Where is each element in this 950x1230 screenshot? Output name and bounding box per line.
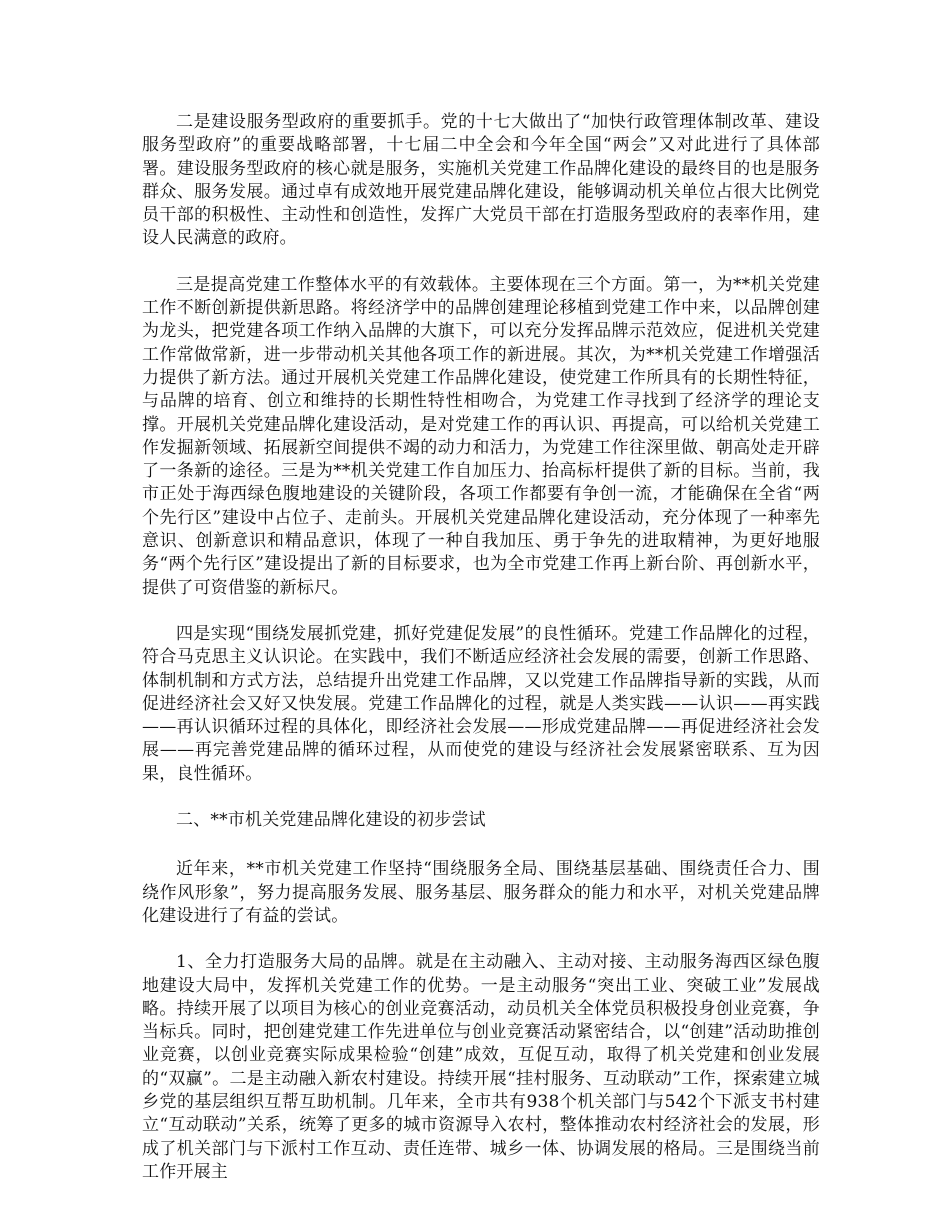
- paragraph-service-brand: 1、全力打造服务大局的品牌。就是在主动融入、主动对接、主动服务海西区绿色腹地建设大局中，发挥机关党建工作的优势。一是主动服务“突出工业、突破工业”发展战略。持续开展了以项目为核心的创业竞赛活动，动员机关全体党员积极投身创业竞赛，争当标兵。同时，把创建党建工作先进单位与创业竞赛活动紧密结合，以“创建”活动助推创业竞赛，以创业竞赛实际成果检验“创建”成效，互促互动，取得了机关党建和创业发展的“双赢”。二是主动融入新农村建设。持续开展“挂村服务、互动联动”工作，探索建立城乡党的基层组织互帮互助机制。几年来，全市共有938个机关部门与542个下派支书村建立“互动联动”关系，统筹了更多的城市资源导入农村，整体推动农村经济社会的发展，形成了机关部门与下派村工作互动、责任连带、城乡一体、协调发展的格局。三是围绕当前工作开展主: [142, 952, 821, 1182]
- document-body: [142, 111, 820, 1207]
- paragraph-recent-years: 近年来，**市机关党建工作坚持“围绕服务全局、围绕基层基础、围绕责任合力、围绕作风形象”，努力提高服务发展、服务基层、服务群众的能力和水平，对机关党建品牌化建设进行了有益的尝试。: [142, 859, 820, 926]
- paragraph-service-government: 二是建设服务型政府的重要抓手。党的十七大做出了“加快行政管理体制改革、建设服务型政府”的重要战略部署，十七届二中全会和今年全国“两会”又对此进行了具体部署。建设服务型政府的核心就是服务，实施机关党建工作品牌化建设的最终目的也是服务群众、服务发展。通过卓有成效地开展党建品牌化建设，能够调动机关单位占很大比例党员干部的积极性、主动性和创造性，发挥广大党员干部在打造服务型政府的表率作用，建设人民满意的政府。: [142, 112, 820, 249]
- paragraph-virtuous-cycle: 四是实现“围绕发展抓党建，抓好党建促发展”的良性循环。党建工作品牌化的过程，符合马克思主义认识论。在实践中，我们不断适应经济社会发展的需要，创新工作思路、体制机制和方式方法，总结提升出党建工作品牌，又以党建工作品牌指导新的实践，从而促进经济社会又好又快发展。党建工作品牌化的过程，就是人类实践——认识——再实践——再认识循环过程的具体化，即经济社会发展——形成党建品牌——再促进经济社会发展——再完善党建品牌的循环过程，从而使党的建设与经济社会发展紧密联系、互为因果，良性循环。: [142, 623, 820, 784]
- section-heading: 二、**市机关党建品牌化建设的初步尝试: [176, 810, 486, 831]
- paragraph-party-building-level: 三是提高党建工作整体水平的有效载体。主要体现在三个方面。第一，为**机关党建工作不断创新提供新思路。将经济学中的品牌创建理论移植到党建工作中来，以品牌创建为龙头，把党建各项工作纳入品牌的大旗下，可以充分发挥品牌示范效应，促进机关党建工作常做常新，进一步带动机关其他各项工作的新进展。其次，为**机关党建工作增强活力提供了新方法。通过开展机关党建工作品牌化建设，使党建工作所具有的长期性特征，与品牌的培育、创立和维持的长期性特性相吻合，为党建工作寻找到了经济学的理论支撑。开展机关党建品牌化建设活动，是对党建工作的再认识、再提高，可以给机关党建工作发掘新领域、拓展新空间提供不竭的动力和活力，为党建工作往深里做、朝高处走开辟了一条新的途径。三是为**机关党建工作自加压力、抬高标杆提供了新的目标。当前，我市正处于海西绿色腹地建设的关键阶段，各项工作都要有争创一流，才能确保在全省“两个先行区”建设中占位子、走前头。开展机关党建品牌化建设活动，充分体现了一种率先意识、创新意识和精品意识，体现了一种自我加压、勇于争先的进取精神，为更好地服务“两个先行区”建设提出了新的目标要求，也为全市党建工作再上新台阶、再创新水平，提供了可资借鉴的新标尺。: [142, 274, 820, 598]
